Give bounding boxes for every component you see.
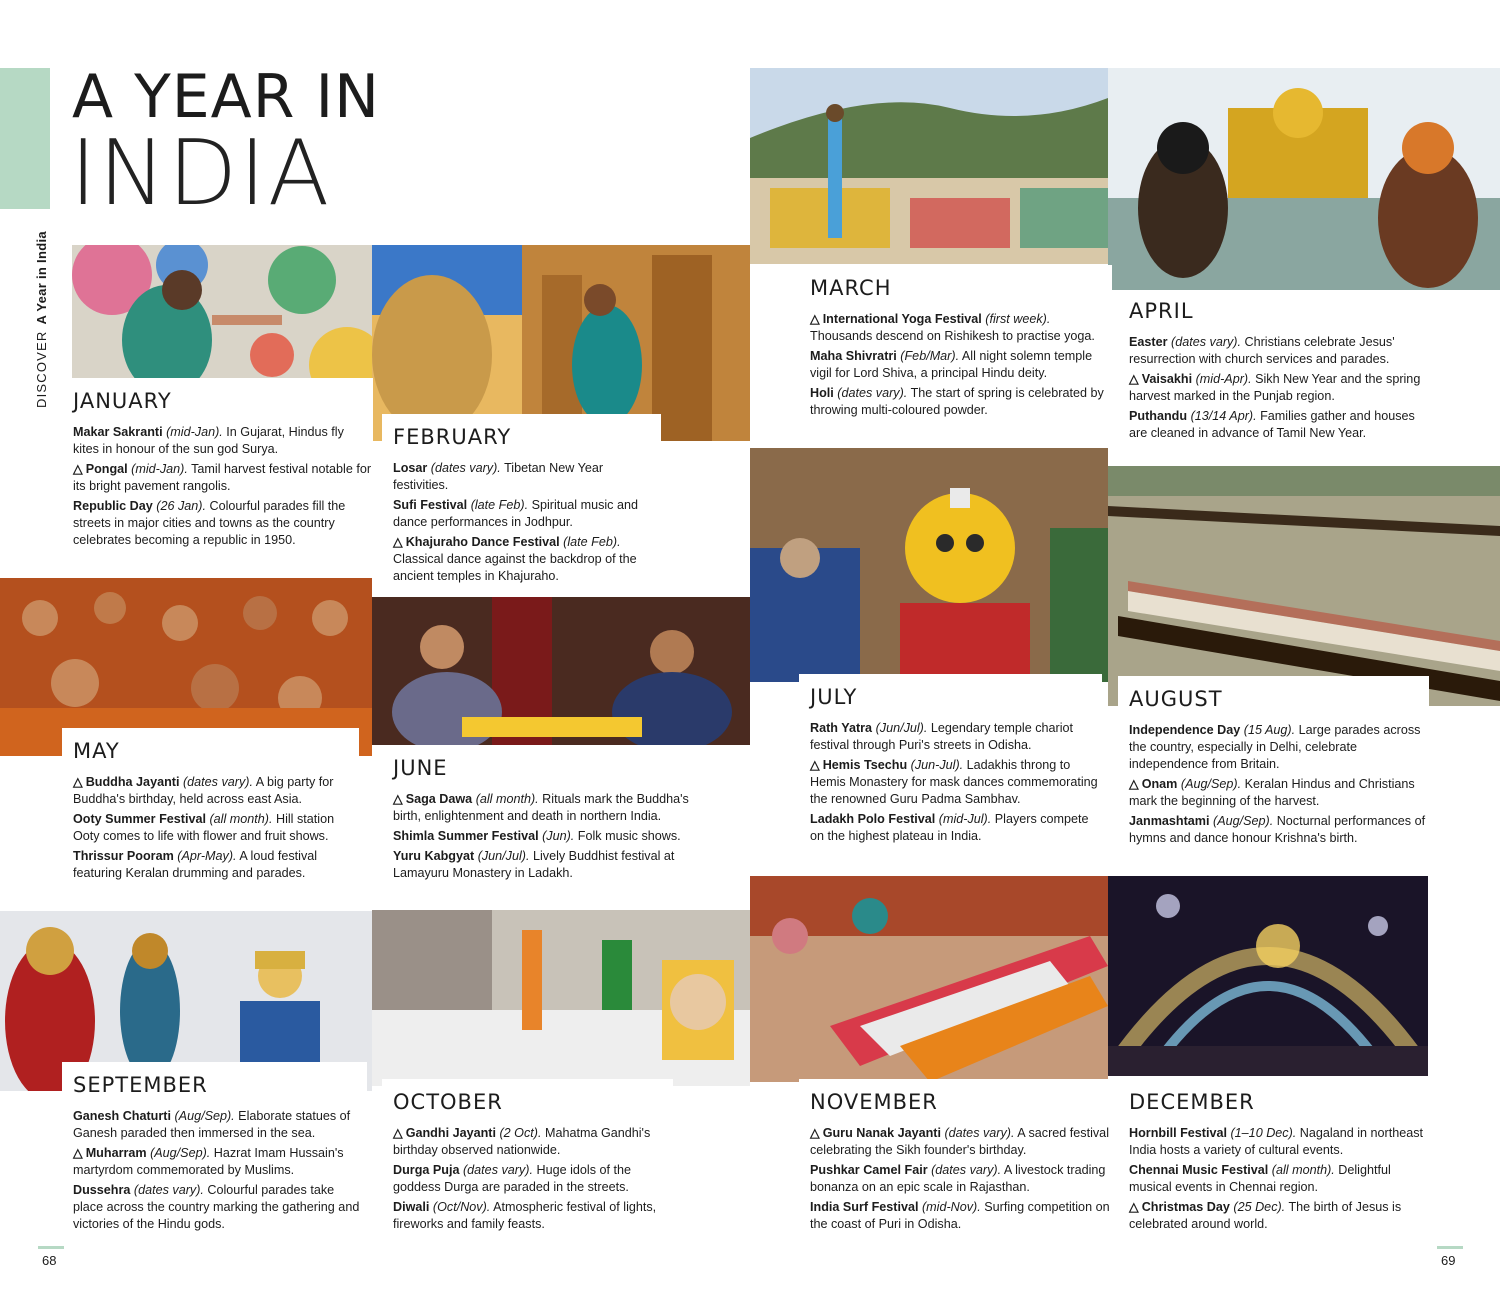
photo-february-dancer	[372, 245, 750, 441]
event-list	[1129, 722, 1429, 847]
event-entry: △ Hemis Tsechu (Jun-Jul). Ladakhis throng to Hemis Monastery for mask dances commemorating the renowned Guru Padma Sambhav.	[810, 758, 1098, 806]
event-entry: Ooty Summer Festival (all month). Hill station Ooty comes to life with flower and fruit shows.	[73, 812, 335, 843]
month-title: MAY	[73, 739, 120, 763]
event-entry: △ Muharram (Aug/Sep). Hazrat Imam Hussain's martyrdom commemorated by Muslims.	[73, 1146, 344, 1177]
event-entry: △ Saga Dawa (all month). Rituals mark the Buddha's birth, enlightenment and death in northern India.	[393, 792, 689, 823]
month-title: APRIL	[1129, 299, 1194, 323]
photo-august-boat-race	[1108, 466, 1500, 706]
event-entry: Durga Puja (dates vary). Huge idols of the goddess Durga are paraded in the streets.	[393, 1163, 631, 1194]
event-entry: △ Christmas Day (25 Dec). The birth of Jesus is celebrated around world.	[1129, 1200, 1402, 1231]
triangle-icon: △	[810, 312, 820, 326]
page-title-line2: INDIA	[70, 121, 332, 226]
month-november	[799, 1079, 1118, 1236]
event-list	[73, 1108, 367, 1233]
event-entry: Hornbill Festival (1–10 Dec). Nagaland in northeast India hosts a variety of cultural events.	[1129, 1126, 1424, 1157]
event-entry: Republic Day (26 Jan). Colourful parades fill the streets in major cities and towns as the country celebrates becoming a republic in 1950.	[73, 499, 346, 547]
triangle-icon: △	[73, 462, 83, 476]
event-entry: △ Pongal (mid-Jan). Tamil harvest festival notable for its bright pavement rangolis.	[73, 462, 372, 493]
triangle-icon: △	[810, 1126, 820, 1140]
month-title: OCTOBER	[393, 1090, 503, 1114]
page-number-right: 69	[1441, 1253, 1456, 1268]
month-title: DECEMBER	[1129, 1090, 1255, 1114]
event-list	[810, 1125, 1118, 1233]
event-entry: Diwali (Oct/Nov). Atmospheric festival of lights, fireworks and family feasts.	[393, 1200, 657, 1231]
event-entry: Easter (dates vary). Christians celebrate Jesus' resurrection with church services and parades.	[1129, 335, 1395, 366]
event-entry: Shimla Summer Festival (Jun). Folk music shows.	[393, 829, 681, 843]
event-list	[810, 311, 1112, 419]
triangle-icon: △	[1129, 372, 1139, 386]
event-entry: △ Guru Nanak Jayanti (dates vary). A sacred festival celebrating the Sikh founder's birthday.	[810, 1126, 1109, 1157]
event-entry: Independence Day (15 Aug). Large parades across the country, especially in Delhi, celebrate independence from Britain.	[1129, 723, 1421, 771]
month-title: MARCH	[810, 276, 892, 300]
event-entry: Thrissur Pooram (Apr-May). A loud festival featuring Keralan drumming and parades.	[73, 849, 318, 880]
month-title: JULY	[810, 685, 858, 709]
event-list	[1129, 334, 1429, 442]
photo-march-yoga	[750, 68, 1108, 264]
month-title: NOVEMBER	[810, 1090, 938, 1114]
event-entry: Ladakh Polo Festival (mid-Jul). Players compete on the highest plateau in India.	[810, 812, 1089, 843]
running-head-title: A Year in India	[34, 231, 49, 325]
event-list	[73, 424, 373, 549]
photo-june-butter-lamps	[372, 597, 750, 745]
photo-october-gandhi-jayanti	[372, 910, 750, 1086]
month-title: JUNE	[393, 756, 448, 780]
page-title-line1: A YEAR IN	[72, 62, 381, 132]
month-april	[1118, 290, 1429, 445]
event-entry: Dussehra (dates vary). Colourful parades take place across the country marking the gathering and victories of the Hindu gods.	[73, 1183, 360, 1231]
photo-april-golden-temple	[1108, 68, 1500, 290]
event-entry: Rath Yatra (Jun/Jul). Legendary temple chariot festival through Puri's streets in Odisha.	[810, 721, 1073, 752]
event-entry: Puthandu (13/14 Apr). Families gather and houses are cleaned in advance of Tamil New Year.	[1129, 409, 1415, 440]
event-entry: Holi (dates vary). The start of spring is celebrated by throwing multi-coloured powder.	[810, 386, 1104, 417]
month-september	[62, 1062, 367, 1236]
month-may	[62, 728, 359, 885]
month-title: AUGUST	[1129, 687, 1223, 711]
event-list	[810, 720, 1102, 845]
triangle-icon: △	[73, 775, 83, 789]
event-entry: Pushkar Camel Fair (dates vary). A livestock trading bonanza on an epic scale in Rajasthan.	[810, 1163, 1106, 1194]
event-entry: Makar Sakranti (mid-Jan). In Gujarat, Hindus fly kites in honour of the sun god Surya.	[73, 425, 344, 456]
photo-december-christmas-lights	[1108, 876, 1428, 1076]
event-list	[393, 460, 661, 585]
event-entry: Losar (dates vary). Tibetan New Year festivities.	[393, 461, 604, 492]
month-title: SEPTEMBER	[73, 1073, 208, 1097]
event-entry: Chennai Music Festival (all month). Delightful musical events in Chennai region.	[1129, 1163, 1391, 1194]
event-entry: △ Buddha Jayanti (dates vary). A big party for Buddha's birthday, held across east Asia.	[73, 775, 334, 806]
triangle-icon: △	[1129, 1200, 1139, 1214]
triangle-icon: △	[73, 1146, 83, 1160]
accent-bar	[0, 68, 50, 209]
triangle-icon: △	[393, 535, 403, 549]
photo-july-mask-dance	[750, 448, 1108, 682]
event-entry: △ Onam (Aug/Sep). Keralan Hindus and Christians mark the beginning of the harvest.	[1129, 777, 1415, 808]
page-number-left: 68	[42, 1253, 57, 1268]
month-december	[1118, 1079, 1431, 1236]
event-entry: △ Gandhi Jayanti (2 Oct). Mahatma Gandhi's birthday observed nationwide.	[393, 1126, 651, 1157]
page-number-rule-right	[1437, 1246, 1463, 1249]
month-title: JANUARY	[73, 389, 172, 413]
month-october	[382, 1079, 673, 1236]
month-june	[382, 745, 701, 885]
page-number-rule-left	[38, 1246, 64, 1249]
event-entry: Sufi Festival (late Feb). Spiritual music and dance performances in Jodhpur.	[393, 498, 638, 529]
triangle-icon: △	[810, 758, 820, 772]
month-march	[799, 265, 1112, 422]
event-entry: △ International Yoga Festival (first week). Thousands descend on Rishikesh to practise yoga.	[810, 312, 1095, 343]
month-january	[62, 378, 373, 552]
event-list	[393, 1125, 673, 1233]
month-july	[799, 674, 1102, 848]
photo-november-guru-nanak	[750, 876, 1108, 1082]
event-list	[73, 774, 359, 882]
event-list	[1129, 1125, 1431, 1233]
event-entry: Maha Shivratri (Feb/Mar). All night solemn temple vigil for Lord Shiva, a principal Hindu deity.	[810, 349, 1093, 380]
month-february	[382, 414, 661, 588]
event-entry: Ganesh Chaturti (Aug/Sep). Elaborate statues of Ganesh paraded then immersed in the sea.	[73, 1109, 351, 1140]
month-title: FEBRUARY	[393, 425, 512, 449]
triangle-icon: △	[393, 792, 403, 806]
running-head	[34, 231, 49, 408]
event-entry: Janmashtami (Aug/Sep). Nocturnal performances of hymns and dance honour Krishna's birth.	[1129, 814, 1426, 845]
triangle-icon: △	[393, 1126, 403, 1140]
event-entry: India Surf Festival (mid-Nov). Surfing competition on the coast of Puri in Odisha.	[810, 1200, 1110, 1231]
event-entry: Yuru Kabgyat (Jun/Jul). Lively Buddhist festival at Lamayuru Monastery in Ladakh.	[393, 849, 675, 880]
running-head-section: DISCOVER	[34, 330, 49, 408]
event-entry: △ Khajuraho Dance Festival (late Feb). Classical dance against the backdrop of the ancient temples in Khajuraho.	[393, 535, 637, 583]
triangle-icon: △	[1129, 777, 1139, 791]
month-august	[1118, 676, 1429, 850]
event-entry: △ Vaisakhi (mid-Apr). Sikh New Year and the spring harvest marked in the Punjab region.	[1129, 372, 1421, 403]
event-list	[393, 791, 701, 882]
